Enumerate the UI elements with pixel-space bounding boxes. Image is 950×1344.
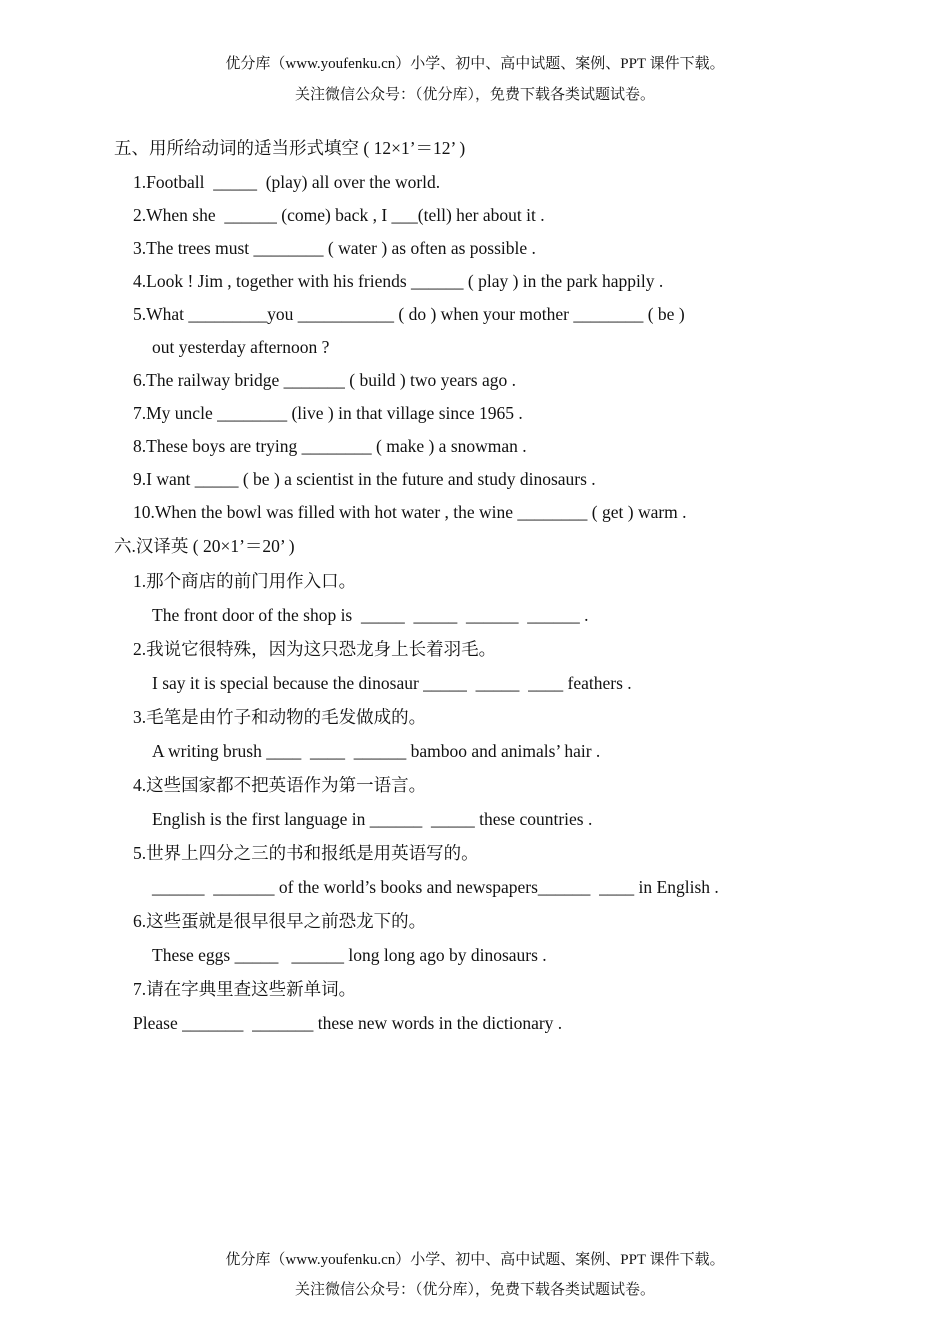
s6-question-1-en: The front door of the shop is _____ _____ ______ ______ . — [152, 605, 589, 625]
s5-question-5-cont: out yesterday afternoon ? — [152, 337, 330, 357]
s5-question-4: 4.Look ! Jim , together with his friends ______ ( play ) in the park happily . — [133, 271, 664, 291]
s6-question-4-en: English is the first language in ______ _____ these countries . — [152, 809, 593, 829]
s5-question-7: 7.My uncle ________ (live ) in that village since 1965 . — [133, 403, 523, 423]
s6-question-4-cn: 4.这些国家都不把英语作为第一语言。 — [133, 775, 427, 795]
s5-question-3: 3.The trees must ________ ( water ) as often as possible . — [133, 238, 536, 258]
header-line-2: 关注微信公众号：（优分库），免费下载各类试题试卷。 — [294, 87, 655, 103]
s6-question-7-en: Please _______ _______ these new words in the dictionary . — [133, 1013, 563, 1033]
s5-question-6: 6.The railway bridge _______ ( build ) two years ago . — [133, 370, 516, 390]
s6-question-6-en: These eggs _____ ______ long long ago by dinosaurs . — [152, 945, 547, 965]
s5-question-10: 10.When the bowl was filled with hot water , the wine ________ ( get ) warm . — [133, 502, 687, 522]
s5-question-2: 2.When she ______ (come) back , I ___(tell) her about it . — [133, 205, 545, 225]
s6-question-2-cn: 2.我说它很特殊，因为这只恐龙身上长着羽毛。 — [133, 639, 497, 659]
s5-question-9: 9.I want _____ ( be ) a scientist in the future and study dinosaurs . — [133, 469, 596, 489]
section-5-title: 五、用所给动词的适当形式填空 ( 12×1’＝12’ ) — [114, 138, 466, 158]
footer-line-2: 关注微信公众号：（优分库），免费下载各类试题试卷。 — [294, 1282, 655, 1298]
s6-question-2-en: I say it is special because the dinosaur _____ _____ ____ feathers . — [152, 673, 632, 693]
header-line-1: 优分库（www.youfenku.cn）小学、初中、高中试题、案例、PPT 课件下载。 — [225, 56, 725, 72]
s6-question-3-cn: 3.毛笔是由竹子和动物的毛发做成的。 — [133, 707, 427, 727]
s5-question-8: 8.These boys are trying ________ ( make ) a snowman . — [133, 436, 527, 456]
s6-question-3-en: A writing brush ____ ____ ______ bamboo and animals’ hair . — [152, 741, 601, 761]
section-6-title: 六.汉译英 ( 20×1’＝20’ ) — [114, 536, 295, 556]
footer-line-1: 优分库（www.youfenku.cn）小学、初中、高中试题、案例、PPT 课件下载。 — [225, 1252, 725, 1268]
s6-question-1-cn: 1.那个商店的前门用作入口。 — [133, 571, 357, 591]
s6-question-7-cn: 7.请在字典里查这些新单词。 — [133, 979, 357, 999]
s5-question-5: 5.What _________you ___________ ( do ) when your mother ________ ( be ) — [133, 304, 685, 324]
s5-question-1: 1.Football _____ (play) all over the world. — [133, 172, 441, 192]
s6-question-5-cn: 5.世界上四分之三的书和报纸是用英语写的。 — [133, 843, 479, 863]
s6-question-5-en: ______ _______ of the world’s books and newspapers______ ____ in English . — [152, 877, 719, 897]
s6-question-6-cn: 6.这些蛋就是很早很早之前恐龙下的。 — [133, 911, 427, 931]
